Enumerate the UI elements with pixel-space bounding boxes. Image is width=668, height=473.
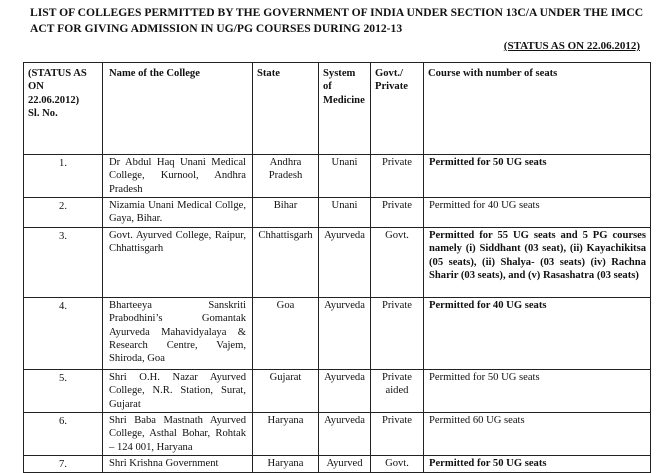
header-state: State (253, 63, 319, 155)
table-row (24, 298, 651, 370)
cell-govt-private: Private (371, 298, 424, 370)
cell-state: Haryana (253, 413, 319, 456)
cell-course: Permitted for 50 UG seats (424, 456, 651, 473)
document-title (30, 5, 650, 37)
table-row (24, 155, 651, 198)
cell-govt-private: Govt. (371, 456, 424, 473)
cell-system: Ayurveda (319, 413, 371, 456)
cell-state: Haryana (253, 456, 319, 473)
cell-system: Unani (319, 155, 371, 198)
table-header-row (24, 63, 651, 155)
cell-sl-no: 3. (24, 228, 103, 298)
header-college-name: Name of the College (103, 63, 253, 155)
cell-state: Chhattisgarh (253, 228, 319, 298)
cell-course: Permitted for 40 UG seats (424, 298, 651, 370)
cell-course: Permitted 60 UG seats (424, 413, 651, 456)
cell-govt-private: Private (371, 198, 424, 228)
cell-govt-private: Private aided (371, 370, 424, 413)
cell-college-name: Govt. Ayurved College, Raipur, Chhattisgarh (103, 228, 253, 298)
cell-govt-private: Private (371, 413, 424, 456)
cell-system: Ayurveda (319, 370, 371, 413)
cell-sl-no: 2. (24, 198, 103, 228)
status-note: (STATUS AS ON 22.06.2012) (503, 40, 640, 52)
table-row (24, 198, 651, 228)
cell-college-name: Shri O.H. Nazar Ayurved College, N.R. Station, Surat, Gujarat (103, 370, 253, 413)
header-system-of-medicine: System of Medicine (319, 63, 371, 155)
cell-system: Ayurveda (319, 298, 371, 370)
table-row (24, 228, 651, 298)
cell-system: Unani (319, 198, 371, 228)
cell-college-name: Nizamia Unani Medical Collge, Gaya, Bihar. (103, 198, 253, 228)
header-course: Course with number of seats (424, 63, 651, 155)
cell-course: Permitted for 50 UG seats (424, 155, 651, 198)
cell-sl-no: 7. (24, 456, 103, 473)
cell-state: Goa (253, 298, 319, 370)
cell-state: Andhra Pradesh (253, 155, 319, 198)
title-line-2: ACT FOR GIVING ADMISSION IN UG/PG COURSES DURING 2012-13 (30, 22, 403, 35)
cell-govt-private: Govt. (371, 228, 424, 298)
title-line-1: LIST OF COLLEGES PERMITTED BY THE GOVERNMENT OF INDIA UNDER SECTION 13C/A UNDER THE IMCC (30, 6, 644, 19)
cell-sl-no: 4. (24, 298, 103, 370)
header-slno: (STATUS AS ON 22.06.2012) Sl. No. (24, 63, 103, 155)
cell-course: Permitted for 40 UG seats (424, 198, 651, 228)
table-row (24, 370, 651, 413)
table-row (24, 413, 651, 456)
header-govt-private: Govt./ Private (371, 63, 424, 155)
cell-college-name: Shri Baba Mastnath Ayurved College, Asthal Bohar, Rohtak – 124 001, Haryana (103, 413, 253, 456)
cell-system: Ayurved (319, 456, 371, 473)
cell-sl-no: 6. (24, 413, 103, 456)
cell-state: Bihar (253, 198, 319, 228)
cell-course: Permitted for 50 UG seats (424, 370, 651, 413)
cell-college-name: Bharteeya Sanskriti Prabodhini’s Gomantak Ayurveda Mahavidyalaya & Research Centre, Vajem, Shiroda, Goa (103, 298, 253, 370)
colleges-table (23, 62, 651, 473)
cell-course: Permitted for 55 UG seats and 5 PG courses namely (i) Siddhant (03 seat), (ii) Kayachikitsa (05 seats), (ii) Shalya- (03 seats) (iv) Rachna Sharir (03 seats), and (v) Rasashatra (03 seats) (424, 228, 651, 298)
table-row (24, 456, 651, 473)
cell-college-name: Shri Krishna Government (103, 456, 253, 473)
cell-college-name: Dr Abdul Haq Unani Medical College, Kurnool, Andhra Pradesh (103, 155, 253, 198)
cell-govt-private: Private (371, 155, 424, 198)
cell-system: Ayurveda (319, 228, 371, 298)
cell-sl-no: 1. (24, 155, 103, 198)
cell-sl-no: 5. (24, 370, 103, 413)
cell-state: Gujarat (253, 370, 319, 413)
